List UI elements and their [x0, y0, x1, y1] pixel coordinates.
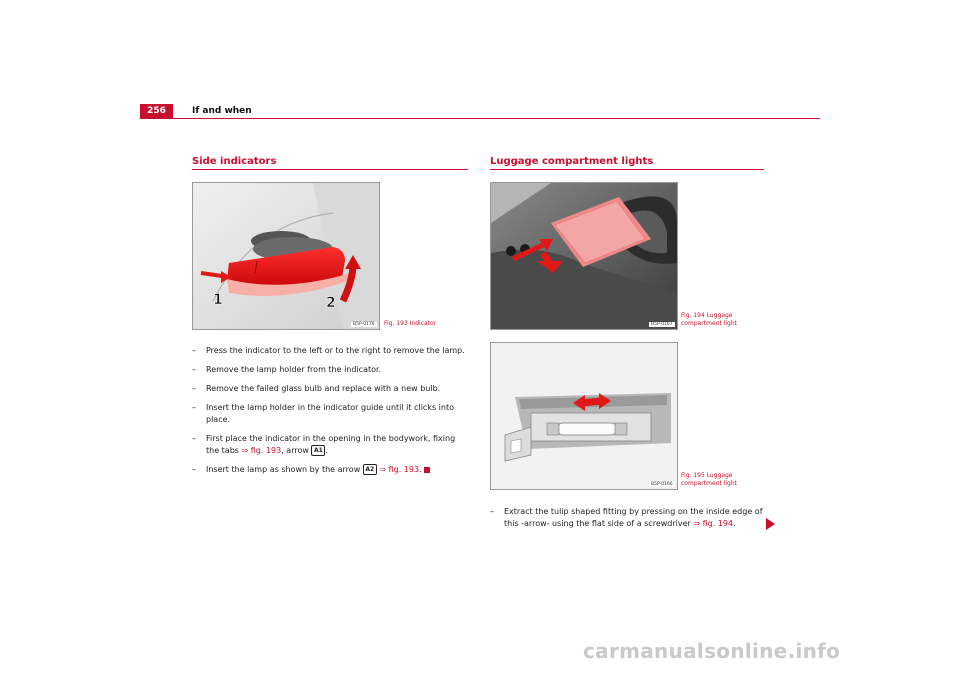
figure-code: B5P-0166 [651, 482, 673, 487]
svg-text:1: 1 [213, 292, 223, 308]
arrow-marker-a2-badge: A2 [363, 464, 377, 475]
figure-code: B5P-0167 [651, 322, 673, 327]
section-divider [490, 169, 764, 170]
end-of-section-square-icon [424, 467, 430, 473]
section-title-side-indicators: Side indicators [192, 156, 277, 167]
list-item: – First place the indicator in the opening in the bodywork, fixing the tabs ⇒ fig. 193, arrow A1 . [192, 434, 456, 455]
list-item: – Insert the lamp holder in the indicator guide until it clicks into place. [192, 403, 454, 424]
list-item: – Press the indicator to the left or to the right to remove the lamp. [192, 346, 465, 355]
arrow-marker-a1-badge: A1 [311, 445, 325, 456]
instruction-list-side-indicators [192, 345, 470, 483]
figure-code: B5P-0176 [353, 322, 375, 327]
figure-194-luggage-light [490, 182, 678, 330]
list-item: – Extract the tulip shaped fitting by pressing on the inside edge of this -arrow- using the flat side of a screwdriver ⇒ fig. 194. [490, 507, 763, 528]
lamp-holder-illustration [491, 343, 677, 489]
figure-193-indicator [192, 182, 380, 330]
list-item: – Insert the lamp as shown by the arrow A2 ⇒ fig. 193. [192, 464, 470, 476]
figure-195-luggage-light [490, 342, 678, 490]
figure-caption: Fig. 194 Luggage compartment light [681, 312, 738, 327]
instruction-list-luggage-lights [490, 506, 766, 537]
page-number: 256 [140, 104, 173, 118]
figure-reference-link[interactable]: ⇒ fig. 193 [241, 446, 282, 455]
luggage-light-illustration [491, 183, 677, 329]
section-title-luggage-lights: Luggage compartment lights [490, 156, 654, 167]
figure-reference-link[interactable]: ⇒ fig. 193 [379, 465, 420, 474]
svg-text:2: 2 [326, 295, 336, 311]
watermark: carmanualsonline.info [583, 639, 841, 663]
section-divider [192, 169, 468, 170]
indicator-illustration [193, 183, 379, 329]
list-item: – Remove the failed glass bulb and replace with a new bulb. [192, 384, 441, 393]
page-header-title: If and when [192, 106, 252, 116]
figure-caption: Fig. 195 Luggage compartment light [681, 472, 738, 487]
figure-caption: Fig. 193 Indicator [384, 320, 437, 327]
header-divider [140, 118, 820, 119]
figure-reference-link[interactable]: ⇒ fig. 194 [693, 519, 734, 528]
next-page-triangle-right-icon[interactable] [766, 518, 775, 530]
list-item: – Remove the lamp holder from the indicator. [192, 365, 382, 374]
